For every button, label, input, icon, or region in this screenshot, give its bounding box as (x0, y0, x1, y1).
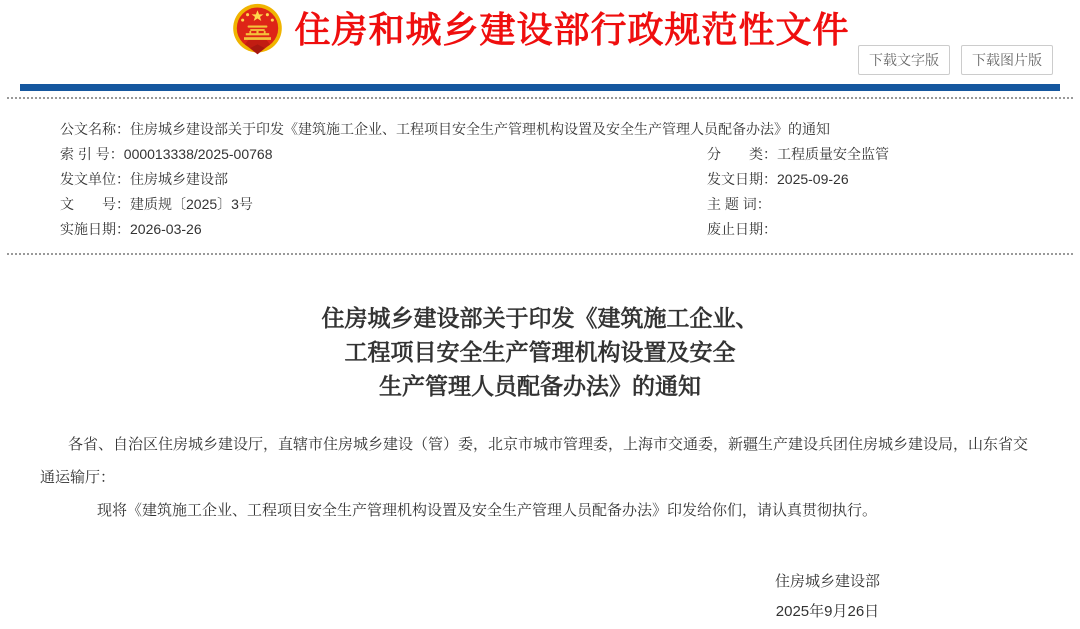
header-divider-bar (20, 84, 1060, 91)
meta-label: 分 类： (707, 146, 777, 162)
national-emblem-icon (230, 2, 284, 58)
meta-value: 建质规〔2025〕3号 (130, 196, 253, 212)
document-title-line: 住房城乡建设部关于印发《建筑施工企业、 (321, 306, 759, 331)
document-body (40, 428, 1040, 527)
meta-value: 工程质量安全监管 (777, 146, 889, 162)
meta-value: 000013338/2025-00768 (123, 146, 273, 162)
body-paragraph: 各省、自治区住房城乡建设厅，直辖市住房城乡建设（管）委，北京市城市管理委，上海市交通委，新疆生产建设兵团住房城乡建设局，山东省交通运输厅： (40, 436, 1029, 486)
dotted-divider-top (7, 97, 1073, 99)
signature-org: 住房城乡建设部 (774, 573, 880, 590)
meta-value: 住房城乡建设部关于印发《建筑施工企业、工程项目安全生产管理机构设置及安全生产管理人员配备办法》的通知 (130, 121, 830, 137)
meta-value: 住房城乡建设部 (130, 171, 228, 187)
document-title (40, 302, 1040, 404)
body-paragraph: 现将《建筑施工企业、工程项目安全生产管理机构设置及安全生产管理人员配备办法》印发给你们，请认真贯彻执行。 (97, 502, 878, 519)
download-image-button[interactable]: 下载图片版 (961, 45, 1053, 75)
meta-label: 实施日期： (60, 221, 130, 237)
meta-row-issuing-unit (60, 167, 707, 192)
download-text-button[interactable]: 下载文字版 (858, 45, 950, 75)
meta-label: 废止日期： (707, 221, 777, 237)
signature-block (775, 567, 880, 627)
meta-row-doc-name (60, 117, 1060, 142)
meta-row-subject-words (707, 192, 1060, 217)
meta-value: 2025-09-26 (777, 171, 849, 187)
meta-row-issue-date (707, 167, 1060, 192)
meta-row-doc-number (60, 192, 707, 217)
meta-row-effective-date (60, 217, 707, 242)
meta-label: 公文名称： (60, 121, 130, 137)
signature-date: 2025年9月26日 (775, 603, 880, 620)
meta-label: 发文单位： (60, 171, 130, 187)
meta-row-repeal-date (707, 217, 1060, 242)
document-title-line: 生产管理人员配备办法》的通知 (379, 374, 701, 399)
meta-value: 2026-03-26 (130, 221, 202, 237)
document-content (40, 296, 1040, 627)
meta-label: 文 号： (60, 196, 130, 212)
site-header (230, 2, 849, 58)
document-title-line: 工程项目安全生产管理机构设置及安全 (344, 340, 736, 365)
download-buttons (858, 45, 1053, 75)
meta-row-category (707, 142, 1060, 167)
site-title: 住房和城乡建设部行政规范性文件 (294, 9, 850, 50)
meta-row-index-no (60, 142, 707, 167)
document-meta (60, 117, 1060, 242)
meta-grid (60, 142, 1060, 242)
meta-label: 索 引 号： (60, 146, 124, 162)
dotted-divider-bottom (7, 253, 1073, 255)
meta-label: 主 题 词： (707, 196, 771, 212)
meta-label: 发文日期： (707, 171, 777, 187)
